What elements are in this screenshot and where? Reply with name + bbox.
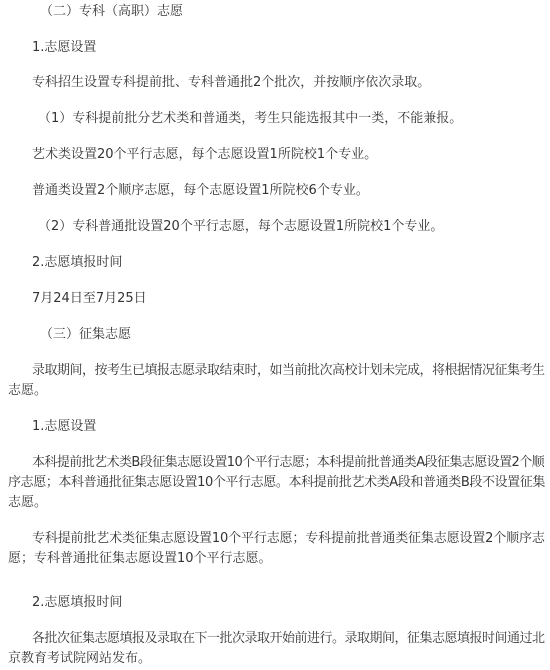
paragraph-zhuanke-intro: 专科招生设置专科提前批、专科普通批2个批次，并按顺序依次录取。 — [32, 75, 431, 90]
subsection-title-zhiyuan-shezhi: 1.志愿设置 — [32, 40, 97, 55]
paragraph-zhuanke-putongpi: （2）专科普通批设置20个平行志愿，每个志愿设置1所院校1个专业。 — [38, 219, 444, 234]
paragraph-yishu-lei: 艺术类设置20个平行志愿，每个志愿设置1所院校1个专业。 — [32, 147, 378, 162]
paragraph-zhuanke-zhengji-line-1: 专科提前批艺术类征集志愿设置10个平行志愿；专科提前批普通类征集志愿设置2个顺序志 — [32, 531, 545, 546]
paragraph-putong-lei: 普通类设置2个顺序志愿，每个志愿设置1所院校6个专业。 — [32, 183, 369, 198]
paragraph-final-line-1: 各批次征集志愿填报及录取在下一批次录取开始前进行。录取期间，征集志愿填报时间通过北 — [32, 631, 545, 646]
section-heading-zhengji: （三）征集志愿 — [40, 327, 132, 342]
subsection-title-tianbao-shijian-2: 2.志愿填报时间 — [32, 595, 123, 610]
subsection-title-tianbao-shijian: 2.志愿填报时间 — [32, 255, 123, 270]
section-heading-zhuanke: （二）专科（高职）志愿 — [40, 4, 184, 19]
paragraph-final-line-2: 京教育考试院网站发布。 — [8, 651, 152, 666]
paragraph-dates: 7月24日至7月25日 — [32, 291, 147, 306]
paragraph-benke-line-3: 志愿。 — [8, 495, 48, 510]
paragraph-benke-line-1: 本科提前批艺术类B段征集志愿设置10个平行志愿；本科提前批普通类A段征集志愿设置2个顺 — [32, 455, 545, 470]
paragraph-zhuanke-zhengji-line-2: 愿；专科普通批征集志愿设置10个平行志愿。 — [8, 551, 272, 566]
paragraph-zhuanke-tiqianpi: （1）专科提前批分艺术类和普通类，考生只能选报其中一类，不能兼报。 — [38, 111, 463, 126]
subsection-title-zhiyuan-shezhi-2: 1.志愿设置 — [32, 419, 97, 434]
paragraph-benke-line-2: 序志愿；本科普通批征集志愿设置10个平行志愿。本科提前批艺术类A段和普通类B段不设置征集 — [8, 475, 545, 490]
paragraph-zhengji-line-2: 志愿。 — [8, 383, 48, 398]
paragraph-zhengji-line-1: 录取期间，按考生已填报志愿录取结束时，如当前批次高校计划未完成，将根据情况征集考生 — [32, 363, 545, 378]
